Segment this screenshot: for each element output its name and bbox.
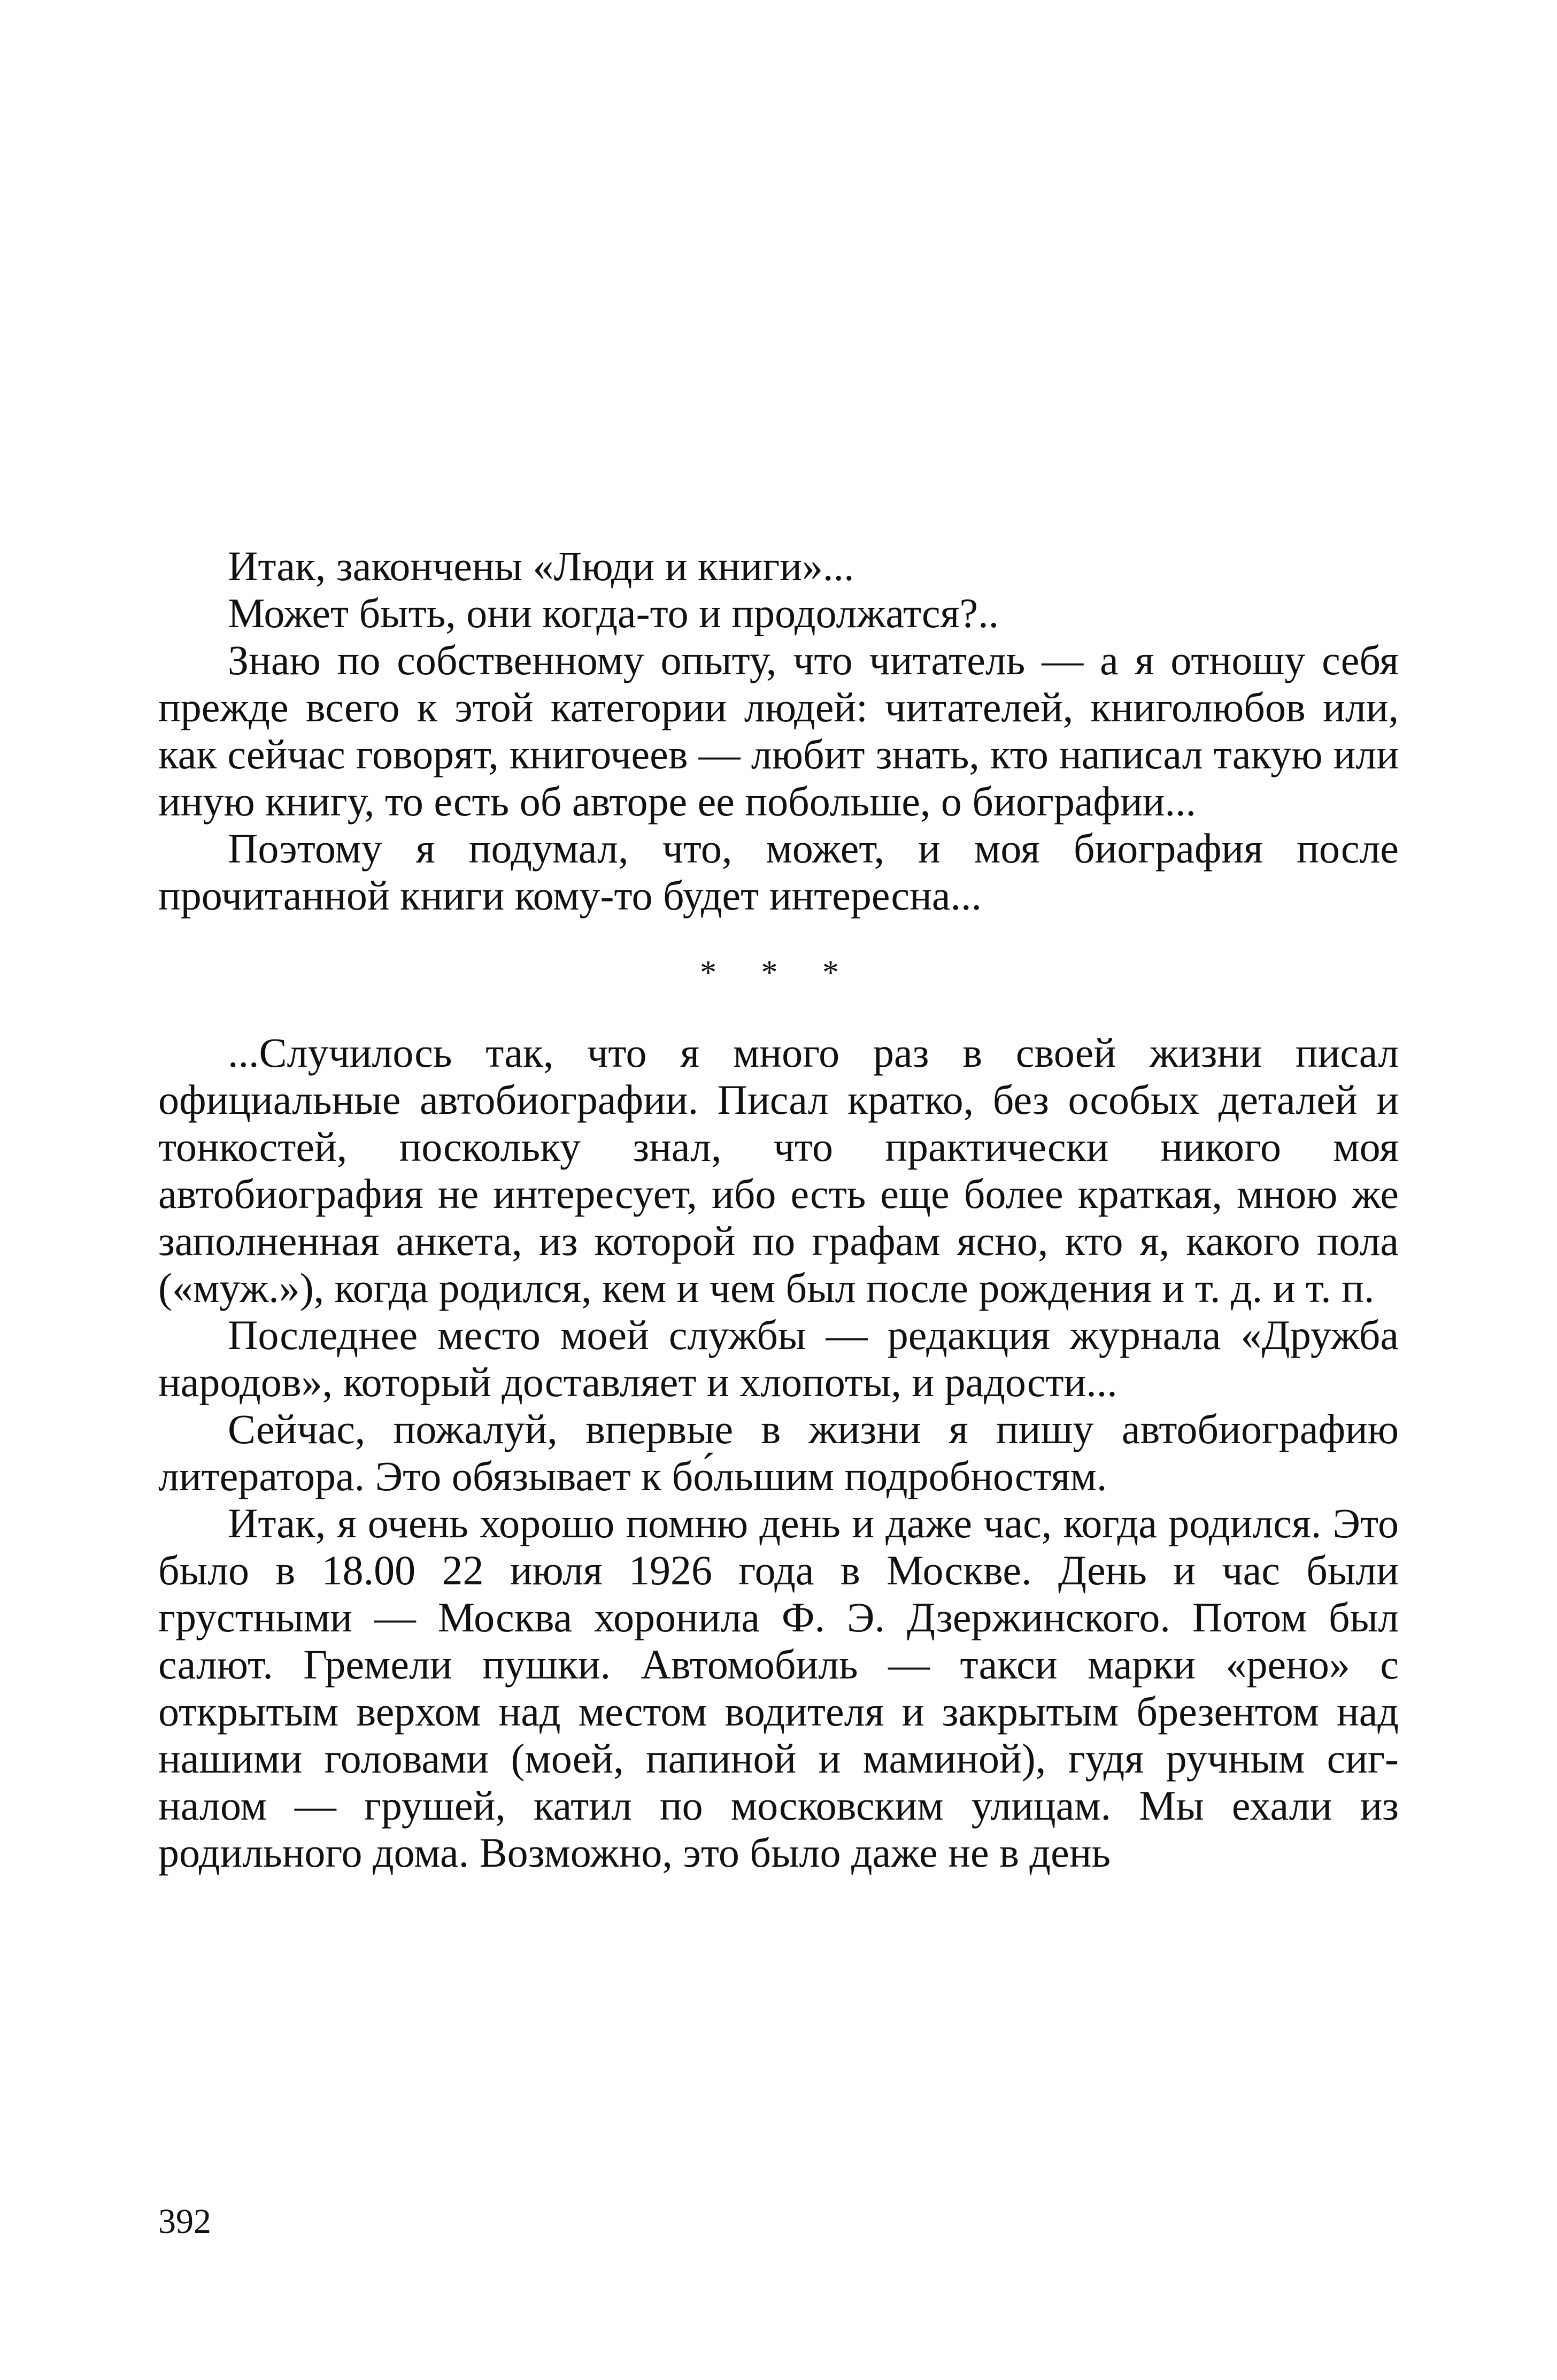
paragraph: Поэтому я подумал, что, может, и моя биография после прочитанной книги кому-то будет интересна... [158,825,1399,919]
paragraph: Итак, закончены «Люди и книги»... [228,543,854,589]
paragraph: Может быть, они когда-то и продолжатся?.. [228,590,999,636]
body-text [158,543,1399,1876]
paragraph: Сейчас, пожалуй, впервые в жизни я пишу автобиографию литератора. Это обязывает к бо́льшим подробностям. [158,1406,1399,1499]
paragraph: Знаю по собственному опыту, что читатель — а я отношу себя прежде всего к этой категории людей: читателей, книголюбов или, как сейчас говорят, книгочеев — любит знать, кто написал такую или иную книгу, то есть об авторе ее побольше, о биографии... [158,637,1399,825]
paragraph: Последнее место моей службы — редакция журнала «Дружба народов», который доставляет и хлопоты, и радости... [158,1312,1399,1405]
page-number: 392 [158,2202,211,2241]
section-break: * * * [700,954,857,991]
paragraph: Итак, я очень хорошо помню день и даже час, когда родился. Это было в 18.00 22 июля 1926 года в Москве. День и час были грустными — Москва хоронила Ф. Э. Дзержинского. Потом был салют. Гремели пушки. Автомобиль — такси марки «рено» с открытым верхом над местом водителя и закрытым брезентом над нашими головами (моей, папиной и маминой), гудя ручным сигналом — грушей, катил по московским улицам. Мы ехали из родильного дома. Возможно, это было даже не в день [158,1500,1399,1876]
paragraph: ...Случилось так, что я много раз в своей жизни писал официальные автобиографии. Писал кратко, без особых деталей и тонкостей, поскольку знал, что практически никого моя автобиография не интересует, ибо есть еще более краткая, мною же заполненная анкета, из которой по графам ясно, кто я, какого пола («муж.»), когда родился, кем и чем был после рождения и т. д. и т. п. [158,1029,1399,1311]
